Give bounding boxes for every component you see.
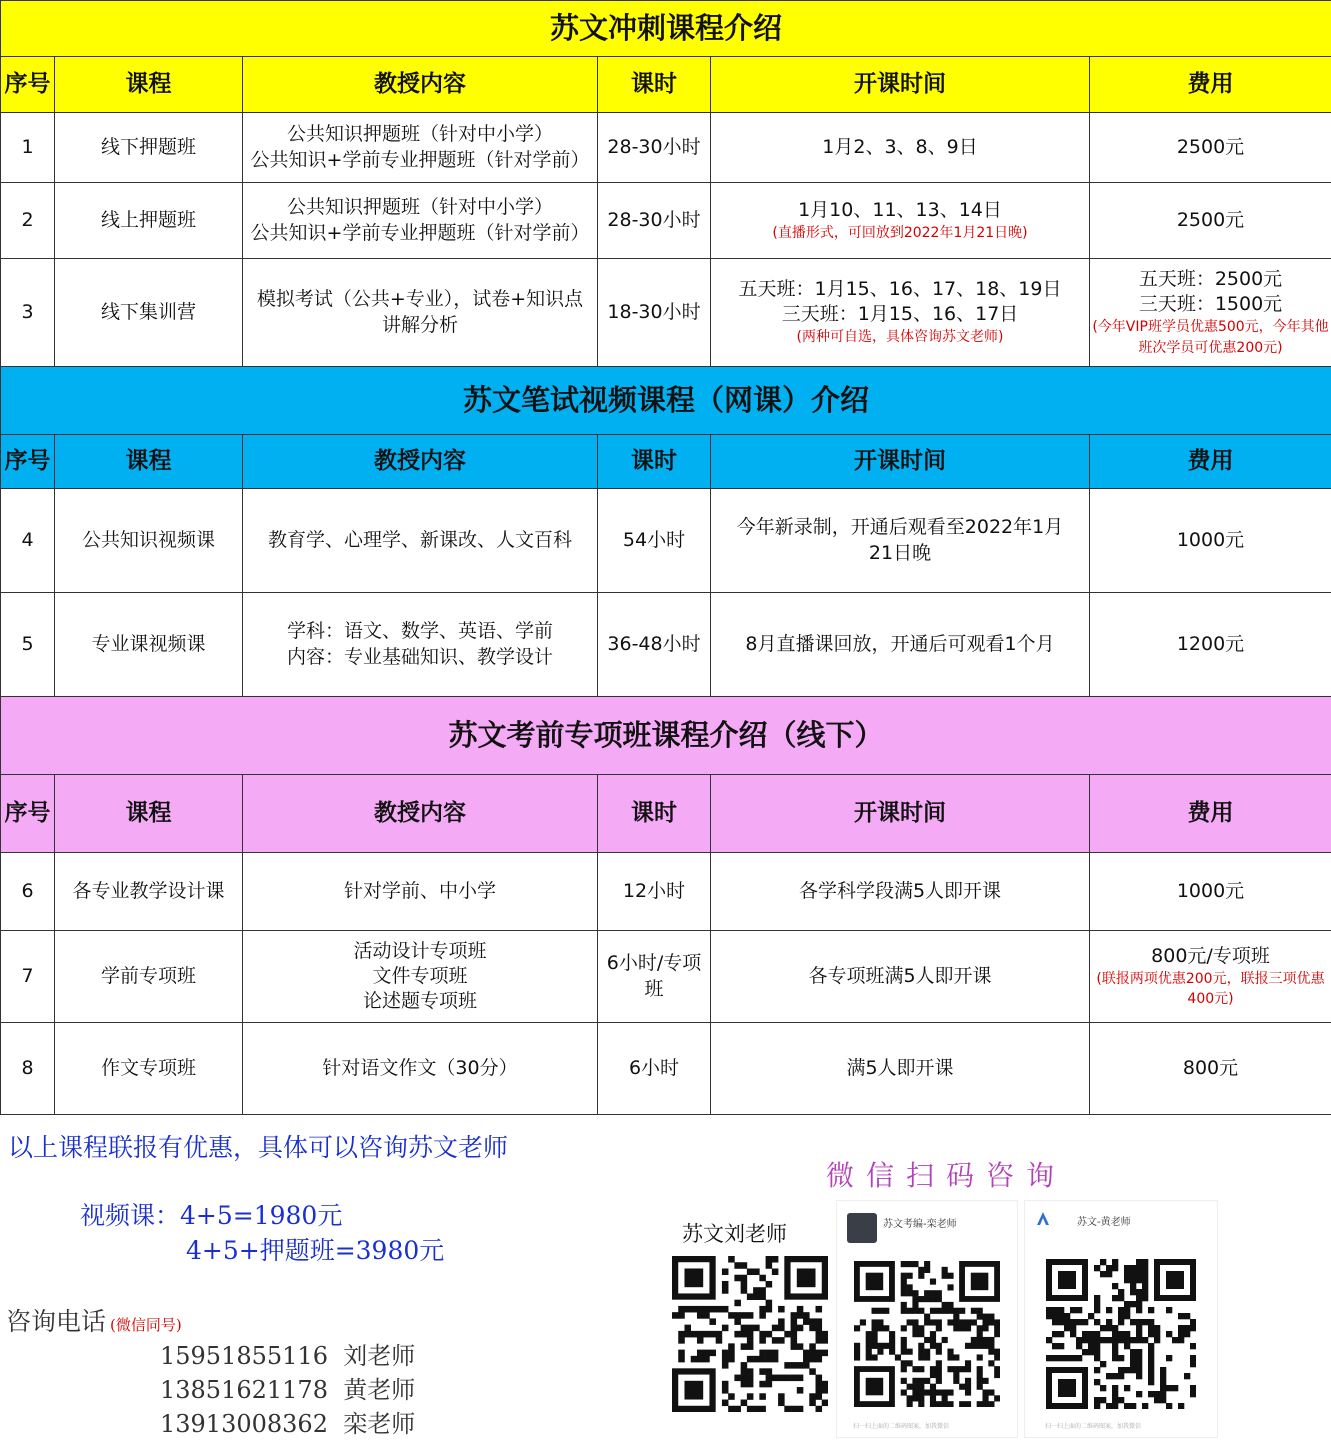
qr-card-liu [672, 1256, 828, 1412]
cell-fee [1090, 259, 1331, 367]
cell-time [711, 489, 1090, 593]
video-bundle-price-2: 4+5+押题班=3980元 [186, 1236, 445, 1265]
cell-line: 论述题专项班 [362, 990, 477, 1013]
cell-line: 1000元 [1176, 528, 1245, 551]
cell-no: 3 [1, 259, 55, 367]
cell-content [243, 593, 598, 697]
cell-course: 学前专项班 [55, 931, 243, 1023]
cell-line: 学科：语文、数学、英语、学前 [286, 620, 553, 643]
cell-line: 三天班：1月15、16、17日 [781, 303, 1019, 326]
cell-course: 各专业教学设计课 [55, 853, 243, 931]
cell-hours [598, 1023, 711, 1115]
cell-hours [598, 259, 711, 367]
cell-line: 公共知识+学前专业押题班（针对学前） [250, 148, 590, 171]
cell-no: 2 [1, 183, 55, 259]
cell-fee [1090, 489, 1331, 593]
cell-fee [1090, 593, 1331, 697]
cell-hours [598, 113, 711, 183]
qr-code-icon [1046, 1259, 1196, 1409]
cell-course: 线下押题班 [55, 113, 243, 183]
cell-content [243, 853, 598, 931]
cell-line: 模拟考试（公共+专业），试卷+知识点 [256, 288, 584, 311]
cell-fee [1090, 113, 1331, 183]
cell-line: 6小时/专项 [606, 952, 702, 975]
section-title: 苏文考前专项班课程介绍（线下） [1, 697, 1331, 775]
table-header-row [1, 775, 1331, 853]
qr-card-name: 苏文考编-栾老师 [883, 1219, 957, 1230]
table-row [1, 489, 1331, 593]
cell-course: 作文专项班 [55, 1023, 243, 1115]
cell-no: 5 [1, 593, 55, 697]
section-title-row [1, 1, 1331, 57]
column-header: 课时 [598, 435, 711, 489]
column-header: 课程 [55, 435, 243, 489]
cell-line: 18-30小时 [607, 300, 701, 323]
table-row [1, 853, 1331, 931]
column-header: 费用 [1090, 775, 1331, 853]
column-header: 教授内容 [243, 57, 598, 113]
cell-line: 12小时 [622, 879, 686, 902]
column-header: 开课时间 [711, 775, 1090, 853]
consult-label: 咨询电话 [6, 1307, 107, 1336]
cell-content [243, 113, 598, 183]
phone-owner: 栾老师 [343, 1410, 416, 1438]
column-header: 课程 [55, 775, 243, 853]
cell-note: (联报两项优惠200元，联报三项优惠400元) [1096, 970, 1325, 1008]
cell-line: 五天班：1月15、16、17、18、19日 [738, 278, 1062, 301]
table-row [1, 1023, 1331, 1115]
cell-line: 1200元 [1176, 632, 1245, 655]
cell-course: 专业课视频课 [55, 593, 243, 697]
column-header: 序号 [1, 775, 55, 853]
table-row [1, 259, 1331, 367]
cell-line: 教育学、心理学、新课改、人文百科 [267, 528, 572, 551]
section-title: 苏文笔试视频课程（网课）介绍 [1, 367, 1331, 435]
cell-note: (今年VIP班学员优惠500元，今年其他班次学员可优惠200元) [1092, 319, 1329, 356]
table-row [1, 183, 1331, 259]
cell-line: 21日晚 [868, 541, 932, 564]
cell-time [711, 113, 1090, 183]
cell-content [243, 183, 598, 259]
column-header: 课时 [598, 775, 711, 853]
qr-card-name: 苏文-黄老师 [1077, 1217, 1131, 1228]
cell-line: 800元/专项班 [1151, 944, 1270, 967]
cell-note: (直播形式，可回放到2022年1月21日晚) [772, 224, 1028, 241]
phone-item [160, 1336, 415, 1371]
cell-course: 公共知识视频课 [55, 489, 243, 593]
table-row [1, 593, 1331, 697]
wechat-scan-title: 微信扫码咨询 [826, 1159, 1067, 1192]
column-header: 费用 [1090, 435, 1331, 489]
cell-time [711, 1023, 1090, 1115]
table-row [1, 113, 1331, 183]
cell-line: 讲解分析 [381, 313, 458, 336]
phone-number: 13851621178 [160, 1376, 328, 1404]
column-header: 费用 [1090, 57, 1331, 113]
cell-line: 针对语文作文（30分） [322, 1056, 518, 1079]
cell-line: 1月10、11、13、14日 [798, 198, 1002, 221]
cell-no: 6 [1, 853, 55, 931]
cell-line: 28-30小时 [607, 135, 701, 158]
cell-fee [1090, 1023, 1331, 1115]
cell-line: 内容：专业基础知识、教学设计 [286, 645, 553, 668]
cell-line: 6小时 [628, 1056, 680, 1079]
phone-number: 13913008362 [160, 1410, 328, 1438]
cell-line: 1000元 [1176, 879, 1245, 902]
section-title-row [1, 367, 1331, 435]
cell-line: 28-30小时 [607, 208, 701, 231]
qr-card-huang [1024, 1200, 1218, 1438]
cell-line: 五天班：2500元 [1138, 268, 1283, 291]
qr-code-icon [854, 1261, 1000, 1407]
cell-course: 线上押题班 [55, 183, 243, 259]
consult-phone-label [6, 1302, 182, 1338]
cell-line: 三天班：1500元 [1138, 293, 1283, 316]
cell-fee [1090, 931, 1331, 1023]
video-bundle-price-1: 视频课：4+5=1980元 [80, 1201, 343, 1230]
cell-hours [598, 593, 711, 697]
cell-time [711, 931, 1090, 1023]
column-header: 教授内容 [243, 435, 598, 489]
brand-logo-icon [1035, 1211, 1051, 1227]
column-header: 开课时间 [711, 435, 1090, 489]
cell-no: 7 [1, 931, 55, 1023]
cell-hours [598, 489, 711, 593]
phone-owner: 刘老师 [343, 1342, 416, 1370]
column-header: 课时 [598, 57, 711, 113]
qr-card-luan [836, 1200, 1018, 1438]
cell-content [243, 489, 598, 593]
section-title-row [1, 697, 1331, 775]
table-row [1, 931, 1331, 1023]
qr-code-icon [672, 1256, 828, 1412]
cell-hours [598, 931, 711, 1023]
column-header: 开课时间 [711, 57, 1090, 113]
cell-fee [1090, 853, 1331, 931]
qr-label-liu: 苏文刘老师 [682, 1222, 787, 1246]
avatar-icon [847, 1213, 877, 1243]
cell-line: 各专项班满5人即开课 [808, 964, 992, 987]
cell-fee [1090, 183, 1331, 259]
consult-note: (微信同号) [110, 1316, 182, 1334]
cell-no: 8 [1, 1023, 55, 1115]
cell-line: 2500元 [1176, 135, 1245, 158]
cell-hours [598, 853, 711, 931]
cell-content [243, 259, 598, 367]
qr-hint: 扫一扫上面的二维码图案，加我微信 [853, 1423, 950, 1430]
cell-content [243, 931, 598, 1023]
cell-line: 2500元 [1176, 208, 1245, 231]
cell-line: 54小时 [622, 528, 686, 551]
cell-hours [598, 183, 711, 259]
cell-line: 8月直播课回放，开通后可观看1个月 [745, 632, 1055, 655]
cell-content [243, 1023, 598, 1115]
cell-line: 公共知识+学前专业押题班（针对学前） [250, 221, 590, 244]
column-header: 课程 [55, 57, 243, 113]
cell-time [711, 183, 1090, 259]
cell-time [711, 853, 1090, 931]
cell-time [711, 259, 1090, 367]
cell-line: 班 [644, 977, 664, 1000]
cell-line: 文件专项班 [372, 964, 468, 987]
cell-no: 1 [1, 113, 55, 183]
cell-line: 36-48小时 [607, 632, 701, 655]
qr-hint: 扫一扫上面的二维码图案，加我微信 [1045, 1423, 1142, 1430]
phone-number: 15951855116 [160, 1342, 328, 1370]
cell-line: 800元 [1182, 1056, 1239, 1079]
promo-text: 以上课程联报有优惠，具体可以咨询苏文老师 [8, 1133, 509, 1162]
cell-no: 4 [1, 489, 55, 593]
phone-item [160, 1370, 415, 1405]
cell-line: 针对学前、中小学 [343, 879, 496, 902]
table-header-row [1, 57, 1331, 113]
cell-line: 活动设计专项班 [353, 939, 487, 962]
column-header: 序号 [1, 57, 55, 113]
column-header: 序号 [1, 435, 55, 489]
cell-line: 满5人即开课 [846, 1056, 954, 1079]
cell-time [711, 593, 1090, 697]
section-title: 苏文冲刺课程介绍 [1, 1, 1331, 57]
column-header: 教授内容 [243, 775, 598, 853]
table-header-row [1, 435, 1331, 489]
cell-note: (两种可自选，具体咨询苏文老师) [796, 329, 1004, 346]
footer [0, 1114, 1331, 1449]
cell-line: 公共知识押题班（针对中小学） [286, 123, 553, 146]
phone-item [160, 1404, 415, 1439]
cell-line: 各学科学段满5人即开课 [798, 879, 1002, 902]
cell-course: 线下集训营 [55, 259, 243, 367]
cell-line: 1月2、3、8、9日 [822, 135, 978, 158]
phone-owner: 黄老师 [343, 1376, 416, 1404]
cell-line: 今年新录制，开通后观看至2022年1月 [736, 516, 1064, 539]
cell-line: 公共知识押题班（针对中小学） [286, 196, 553, 219]
